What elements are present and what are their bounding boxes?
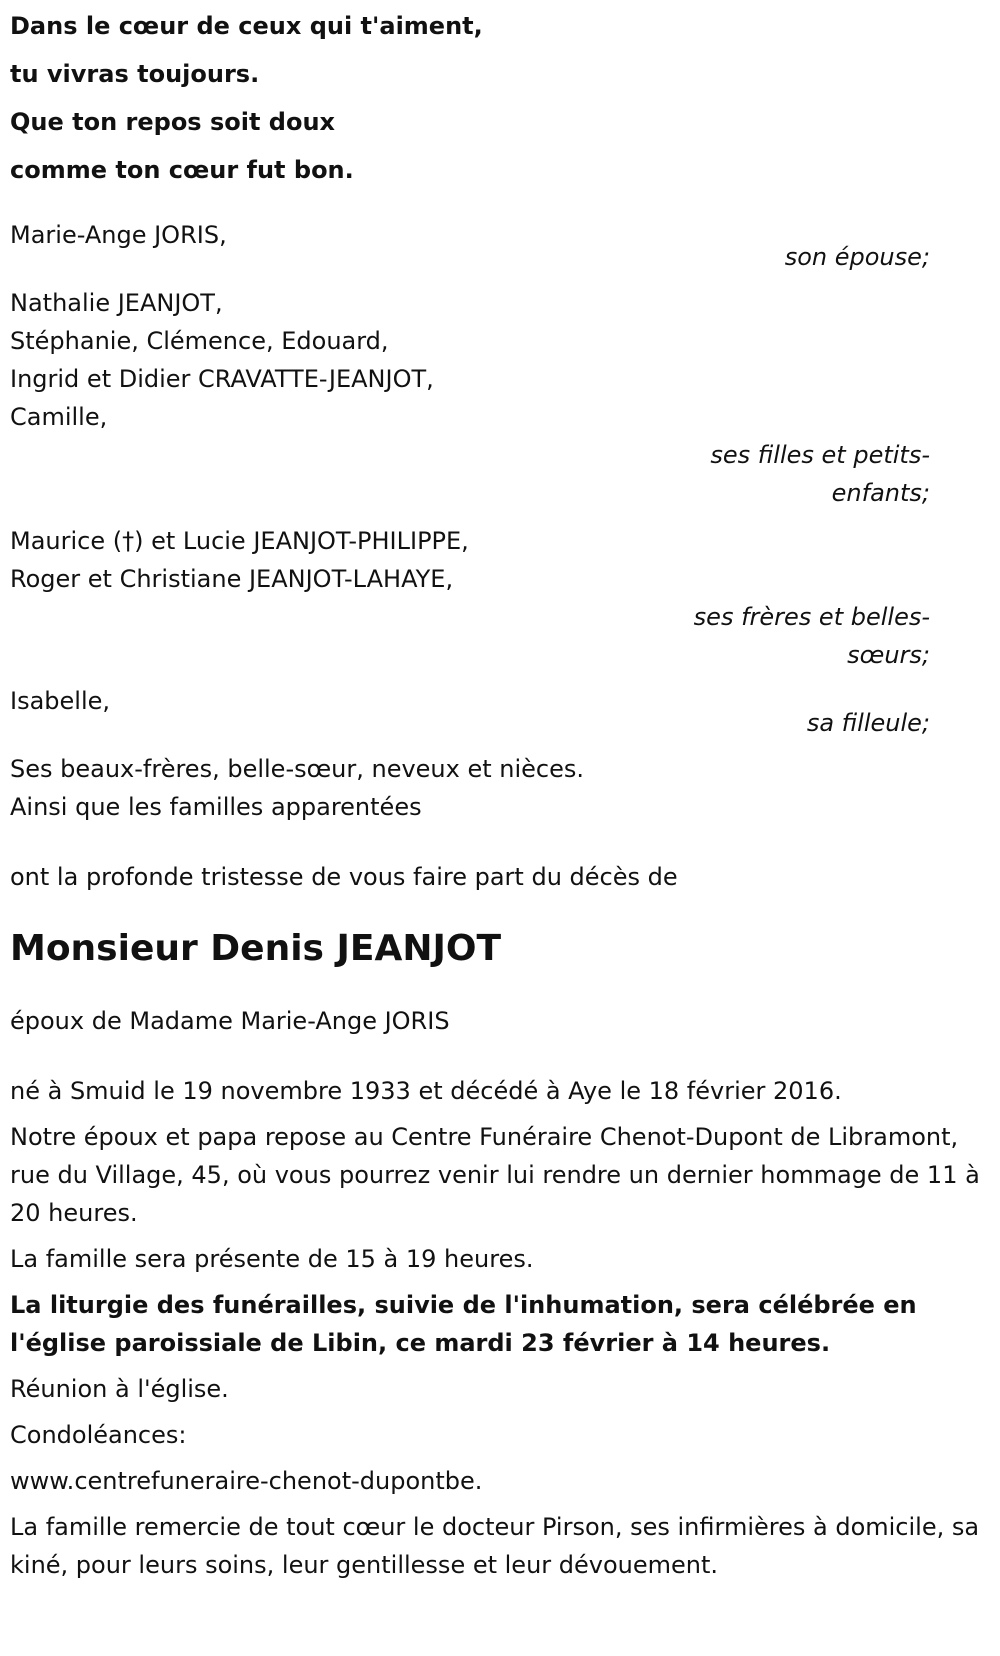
poem [10,2,990,194]
repose-info: Notre époux et papa repose au Centre Funéraire Chenot-Dupont de Libramont, rue du Village, 45, où vous pourrez venir lui rendre un dernier hommage de 11 à 20 heures. [10,1123,980,1227]
family-name: Marie-Ange JORIS, [10,221,227,249]
poem-line: comme ton cœur fut bon. [10,156,354,184]
poem-line: Dans le cœur de ceux qui t'aiment, [10,12,483,40]
deceased-name: Monsieur Denis JEANJOT [10,928,502,969]
liturgy-info: La liturgie des funérailles, suivie de l'inhumation, sera célébrée en l'église paroissiale de Libin, ce mardi 23 février à 14 heures. [10,1291,917,1357]
website-link[interactable]: www.centrefuneraire-chenot-dupontbe. [10,1467,483,1495]
family-line: Ainsi que les familles apparentées [10,793,422,821]
announcement: ont la profonde tristesse de vous faire part du décès de [10,863,678,891]
family-others [10,750,990,826]
family-name: Maurice (†) et Lucie JEANJOT-PHILIPPE, [10,527,469,555]
family-line: Ses beaux-frères, belle-sœur, neveux et nièces. [10,755,585,783]
family-children [10,284,990,512]
family-present: La famille sera présente de 15 à 19 heures. [10,1245,534,1273]
family-name: Camille, [10,403,108,431]
family-name: Stéphanie, Clémence, Edouard, [10,327,389,355]
spouse-line: époux de Madame Marie-Ange JORIS [10,1007,450,1035]
poem-line: Que ton repos soit doux [10,108,336,136]
condolences-label: Condoléances: [10,1421,187,1449]
family-spouse [10,216,990,276]
thanks-text: La famille remercie de tout cœur le docteur Pirson, ses infirmières à domicile, sa kiné, pour leurs soins, leur gentillesse et leur dévouement. [10,1513,980,1579]
meeting-info: Réunion à l'église. [10,1375,229,1403]
relation-label: ses filles et petits-enfants; [710,441,930,507]
family-goddaughter [10,682,990,742]
relation-label: son épouse; [784,243,930,271]
family-siblings [10,522,990,674]
obituary [10,0,990,1584]
family-name: Roger et Christiane JEANJOT-LAHAYE, [10,565,454,593]
poem-line: tu vivras toujours. [10,60,260,88]
family-name: Ingrid et Didier CRAVATTE-JEANJOT, [10,365,434,393]
relation-label: ses frères et belles-sœurs; [693,603,930,669]
family-name: Isabelle, [10,687,111,715]
birth-death: né à Smuid le 19 novembre 1933 et décédé à Aye le 18 février 2016. [10,1077,842,1105]
family-name: Nathalie JEANJOT, [10,289,223,317]
relation-label: sa filleule; [806,709,930,737]
